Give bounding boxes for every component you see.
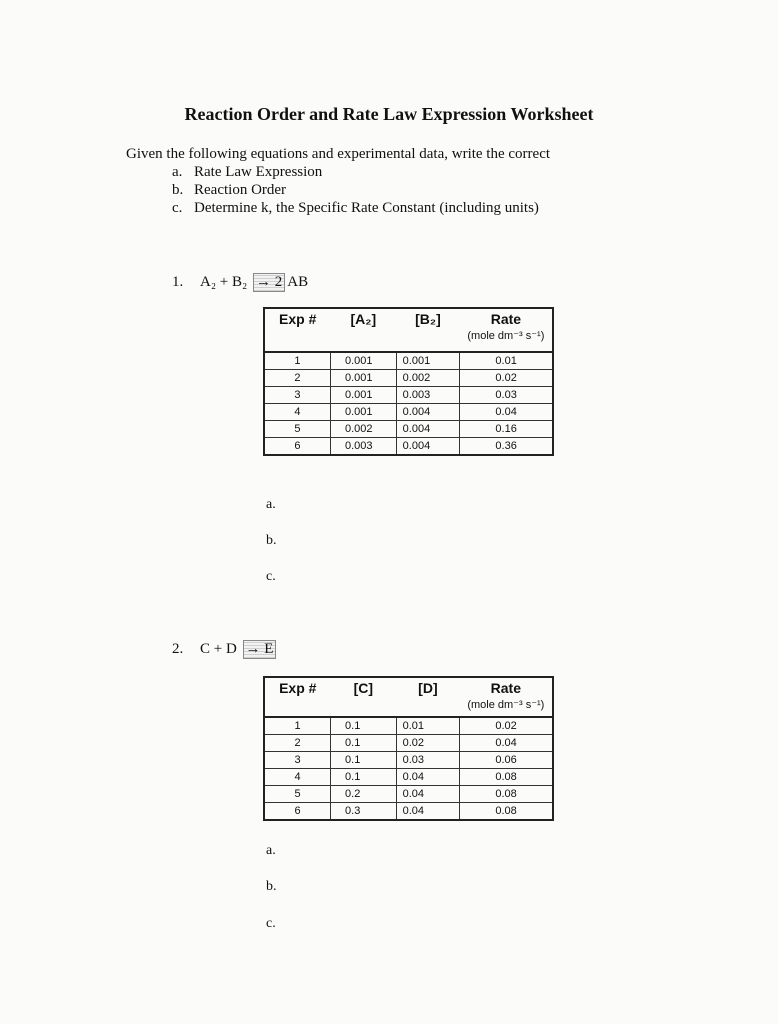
table-row [264, 752, 553, 769]
cell: 0.2 [331, 786, 397, 803]
cell: 3 [264, 752, 331, 769]
cell: 0.001 [330, 352, 396, 370]
instruction-item [172, 199, 539, 217]
cell: 1 [264, 352, 330, 370]
cell: 0.1 [331, 735, 397, 752]
cell: 0.003 [330, 438, 396, 456]
problem-number: 2. [172, 641, 184, 657]
cell: 0.01 [460, 352, 553, 370]
answer-label-a: a. [266, 843, 276, 858]
cell: 0.1 [331, 752, 397, 769]
table-row [264, 387, 553, 404]
equation-2 [172, 640, 278, 659]
cell: 0.08 [460, 786, 553, 803]
cell: 0.36 [460, 438, 553, 456]
cell: 0.08 [460, 769, 553, 786]
equation-reactants: A₂ + B₂ [200, 274, 248, 290]
problem-number: 1. [172, 274, 184, 290]
cell: 0.003 [396, 387, 460, 404]
rate-label: Rate [490, 680, 522, 696]
cell: 4 [264, 404, 330, 421]
answer-label-a: a. [266, 497, 276, 512]
cell: 0.04 [396, 769, 460, 786]
cell: 0.03 [460, 387, 553, 404]
cell: 6 [264, 438, 330, 456]
cell: 0.01 [396, 717, 460, 735]
instruction-item [172, 163, 539, 181]
table-row [264, 769, 553, 786]
answer-label-b: b. [266, 533, 277, 548]
rate-unit: (mole dm⁻³ s⁻¹) [467, 330, 545, 342]
cell: 0.04 [460, 735, 553, 752]
column-header: [D] [418, 680, 438, 696]
equation-reactants: C + D [200, 641, 237, 657]
answer-label-c: c. [266, 916, 276, 931]
cell: 2 [264, 370, 330, 387]
table-row [264, 438, 553, 456]
column-header-rate [460, 308, 553, 352]
cell: 0.02 [460, 717, 553, 735]
cell: 5 [264, 421, 330, 438]
instruction-letter: c. [172, 200, 183, 216]
answer-label-c: c. [266, 569, 276, 584]
page-title: Reaction Order and Rate Law Expression Worksheet [184, 104, 594, 124]
cell: 0.16 [460, 421, 553, 438]
cell: 0.02 [460, 370, 553, 387]
cell: 0.08 [460, 803, 553, 821]
cell: 1 [264, 717, 331, 735]
cell: 0.001 [330, 404, 396, 421]
cell: 0.3 [331, 803, 397, 821]
table-row [264, 352, 553, 370]
cell: 0.001 [396, 352, 460, 370]
data-table-1 [263, 307, 554, 456]
cell: 0.001 [330, 387, 396, 404]
cell: 2 [264, 735, 331, 752]
table-row [264, 717, 553, 735]
table-row [264, 786, 553, 803]
rate-unit: (mole dm⁻³ s⁻¹) [467, 699, 545, 711]
column-header: Exp # [279, 311, 317, 327]
cell: 0.04 [460, 404, 553, 421]
table-row [264, 370, 553, 387]
instruction-text: Rate Law Expression [194, 164, 323, 180]
cell: 6 [264, 803, 331, 821]
column-header-rate [460, 677, 553, 717]
cell: 0.004 [396, 404, 460, 421]
cell: 0.1 [331, 717, 397, 735]
cell: 0.004 [396, 421, 460, 438]
cell: 4 [264, 769, 331, 786]
instruction-letter: b. [172, 182, 184, 198]
instruction-text: Reaction Order [194, 182, 287, 198]
cell: 0.004 [396, 438, 460, 456]
cell: 5 [264, 786, 331, 803]
cell: 0.1 [331, 769, 397, 786]
cell: 0.04 [396, 786, 460, 803]
reaction-arrow: → 2 [253, 273, 285, 292]
instruction-item [172, 181, 539, 199]
cell: 0.04 [396, 803, 460, 821]
cell: 0.001 [330, 370, 396, 387]
column-header: [A₂] [350, 311, 377, 327]
answer-label-b: b. [266, 879, 277, 894]
table-row [264, 803, 553, 821]
table-row [264, 404, 553, 421]
table-row [264, 735, 553, 752]
instruction-list [172, 163, 539, 217]
instruction-text: Determine k, the Specific Rate Constant (including units) [194, 200, 539, 216]
column-header: [C] [353, 680, 374, 696]
cell: 0.002 [396, 370, 460, 387]
cell: 0.06 [460, 752, 553, 769]
column-header: [B₂] [415, 311, 441, 327]
cell: 0.03 [396, 752, 460, 769]
reaction-arrow: → E [243, 640, 277, 659]
equation-product: AB [287, 274, 309, 290]
cell: 3 [264, 387, 330, 404]
instruction-letter: a. [172, 164, 183, 180]
column-header: Exp # [279, 680, 317, 696]
data-table-2 [263, 676, 554, 821]
intro-text: Given the following equations and experimental data, write the correct [126, 146, 551, 162]
equation-1 [172, 273, 308, 292]
rate-label: Rate [490, 311, 522, 327]
cell: 0.002 [330, 421, 396, 438]
cell: 0.02 [396, 735, 460, 752]
table-row [264, 421, 553, 438]
